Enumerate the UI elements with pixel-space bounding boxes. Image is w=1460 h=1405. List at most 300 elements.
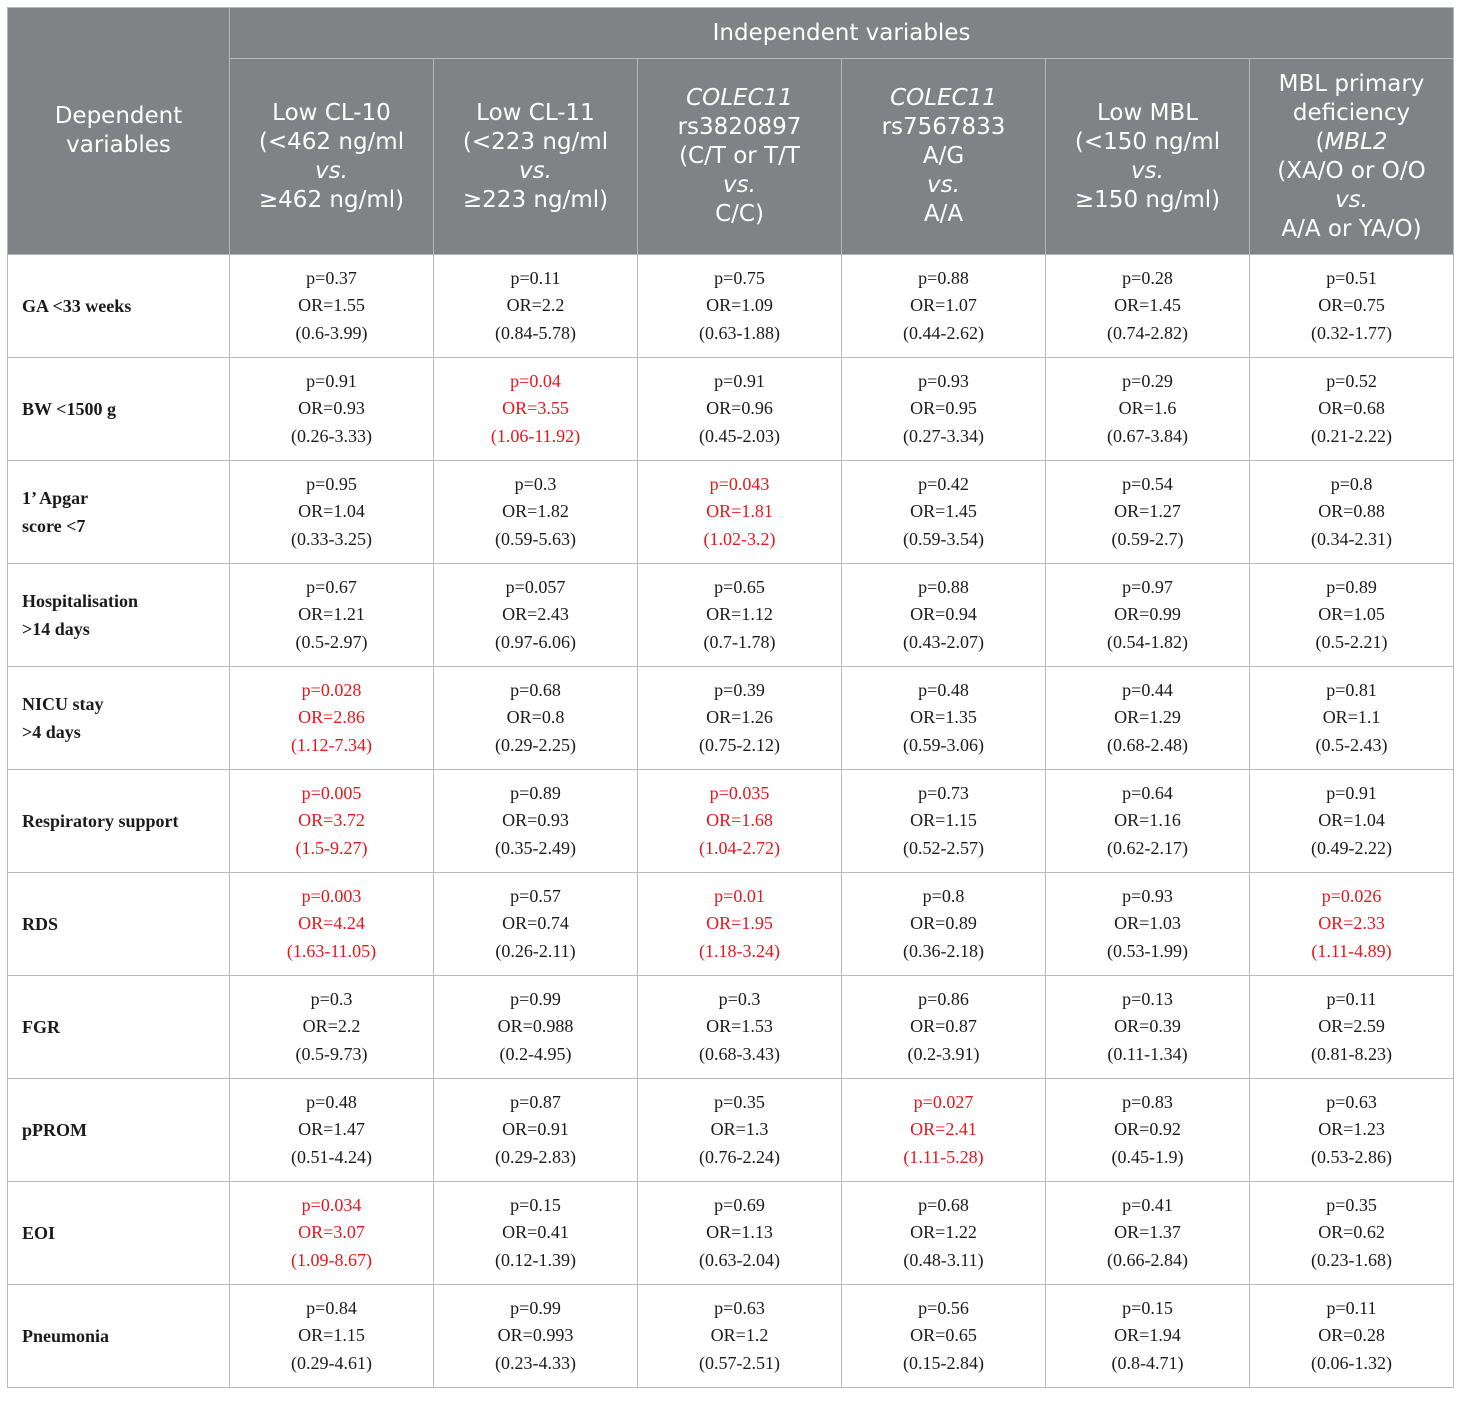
p-value: p=0.8 [1330,473,1373,494]
result-cell [638,255,842,358]
column-header-line: ≥223 ng/ml) [462,186,609,213]
result-cell [230,976,434,1079]
p-value: p=0.63 [1326,1091,1377,1112]
p-value: p=0.51 [1326,267,1377,288]
dependent-variable-label: Pneumonia [22,1326,110,1346]
column-header-line: A/A or YA/O) [1281,215,1422,242]
odds-ratio: OR=1.21 [298,604,365,625]
odds-ratio: OR=3.55 [502,398,569,419]
confidence-interval: (0.53-1.99) [1107,940,1188,961]
odds-ratio: OR=0.62 [1318,1222,1385,1243]
column-header-line: (<462 ng/ml [258,128,405,155]
odds-ratio: OR=0.993 [497,1325,574,1346]
result-cell [1046,358,1250,461]
p-value: p=0.69 [714,1194,765,1215]
confidence-interval: (0.5-2.97) [295,631,368,652]
dependent-variable-cell [8,667,230,770]
column-header [1046,59,1250,255]
p-value: p=0.65 [714,576,765,597]
result-cell [842,1285,1046,1388]
confidence-interval: (0.29-4.61) [291,1352,372,1373]
p-value: p=0.043 [709,473,770,494]
confidence-interval: (0.81-8.23) [1311,1043,1392,1064]
dependent-variable-label: pPROM [22,1120,87,1140]
p-value: p=0.37 [306,267,357,288]
p-value: p=0.63 [714,1297,765,1318]
result-cell [1046,873,1250,976]
odds-ratio: OR=0.68 [1318,398,1385,419]
confidence-interval: (1.18-3.24) [699,940,780,961]
column-header-line: vs. [1131,157,1164,184]
result-cell [638,1285,842,1388]
dependent-variable-label: BW <1500 g [22,399,116,419]
p-value: p=0.35 [1326,1194,1377,1215]
confidence-interval: (0.54-1.82) [1107,631,1188,652]
column-header-line: vs. [315,157,348,184]
result-cell [1046,255,1250,358]
confidence-interval: (0.74-2.82) [1107,322,1188,343]
confidence-interval: (0.34-2.31) [1311,528,1392,549]
result-cell [1250,976,1454,1079]
result-cell [1046,667,1250,770]
confidence-interval: (0.33-3.25) [291,528,372,549]
p-value: p=0.034 [301,1194,362,1215]
p-value: p=0.89 [510,782,561,803]
results-table [7,7,1454,1388]
p-value: p=0.11 [1326,1297,1377,1318]
p-value: p=0.39 [714,679,765,700]
column-header [230,59,434,255]
p-value: p=0.04 [510,370,561,391]
p-value: p=0.91 [714,370,765,391]
dependent-variable-label: GA <33 weeks [22,296,132,316]
p-value: p=0.3 [514,473,557,494]
p-value: p=0.89 [1326,576,1377,597]
odds-ratio: OR=1.26 [706,707,773,728]
p-value: p=0.15 [1122,1297,1173,1318]
confidence-interval: (0.5-2.21) [1315,631,1388,652]
confidence-interval: (1.63-11.05) [286,940,377,961]
odds-ratio: OR=1.45 [910,501,977,522]
result-cell [230,358,434,461]
odds-ratio: OR=4.24 [298,913,365,934]
confidence-interval: (0.35-2.49) [495,837,576,858]
table-header [8,8,1454,255]
result-cell [1046,461,1250,564]
p-value: p=0.035 [709,782,770,803]
dependent-variable-label: >14 days [22,619,90,639]
result-cell [434,873,638,976]
p-value: p=0.91 [1326,782,1377,803]
odds-ratio: OR=1.55 [298,295,365,316]
column-header-line: (C/T or T/T [679,143,800,169]
column-header-line: (<150 ng/ml [1074,128,1221,155]
confidence-interval: (0.32-1.77) [1311,322,1392,343]
column-header-line: COLEC11 [890,85,997,111]
odds-ratio: OR=0.39 [1114,1016,1181,1037]
odds-ratio: OR=1.16 [1114,810,1181,831]
confidence-interval: (0.49-2.22) [1311,837,1392,858]
odds-ratio: OR=1.23 [1318,1119,1385,1140]
odds-ratio: OR=0.99 [1114,604,1181,625]
result-cell [1046,770,1250,873]
odds-ratio: OR=0.94 [910,604,977,625]
dependent-variable-cell [8,770,230,873]
odds-ratio: OR=1.81 [706,501,773,522]
p-value: p=0.88 [918,576,969,597]
p-value: p=0.48 [918,679,969,700]
p-value: p=0.3 [718,988,761,1009]
confidence-interval: (0.11-1.34) [1107,1043,1188,1064]
dependent-header-line: Dependent [54,103,183,129]
independent-variables-header: Independent variables [230,8,1454,59]
result-cell [1046,1182,1250,1285]
header-row-top [8,8,1454,59]
column-header-line: (<223 ng/ml [462,128,609,155]
result-cell [1250,1182,1454,1285]
odds-ratio: OR=1.09 [706,295,773,316]
column-header-line: vs. [1335,186,1368,213]
p-value: p=0.01 [714,885,765,906]
dependent-variable-label: 1’ Apgar [22,488,89,508]
p-value: p=0.027 [913,1091,974,1112]
p-value: p=0.57 [510,885,561,906]
table-row [8,461,1454,564]
column-header-line: Low MBL [1096,99,1199,126]
p-value: p=0.99 [510,988,561,1009]
column-header-line: vs. [927,172,960,198]
odds-ratio: OR=1.95 [706,913,773,934]
odds-ratio: OR=0.87 [910,1016,977,1037]
confidence-interval: (0.7-1.78) [703,631,776,652]
dependent-variable-cell [8,461,230,564]
p-value: p=0.11 [1326,988,1377,1009]
odds-ratio: OR=0.95 [910,398,977,419]
dependent-variable-cell [8,1182,230,1285]
result-cell [1250,564,1454,667]
p-value: p=0.93 [918,370,969,391]
p-value: p=0.41 [1122,1194,1173,1215]
result-cell [230,255,434,358]
confidence-interval: (0.5-9.73) [295,1043,368,1064]
p-value: p=0.11 [510,267,561,288]
confidence-interval: (0.76-2.24) [699,1146,780,1167]
result-cell [842,358,1046,461]
result-cell [1250,1285,1454,1388]
paren: ( [1315,128,1325,155]
odds-ratio: OR=2.86 [298,707,365,728]
result-cell [1046,564,1250,667]
confidence-interval: (1.11-4.89) [1311,940,1392,961]
odds-ratio: OR=1.03 [1114,913,1181,934]
odds-ratio: OR=0.93 [502,810,569,831]
confidence-interval: (0.45-1.9) [1111,1146,1184,1167]
confidence-interval: (0.59-5.63) [495,528,576,549]
p-value: p=0.86 [918,988,969,1009]
result-cell [1250,667,1454,770]
result-cell [842,976,1046,1079]
column-header-line: vs. [723,172,756,198]
confidence-interval: (0.43-2.07) [903,631,984,652]
dependent-variable-label: EOI [22,1223,56,1243]
p-value: p=0.56 [918,1297,969,1318]
table-row [8,1285,1454,1388]
column-header-line: deficiency [1292,99,1411,126]
result-cell [230,1079,434,1182]
result-cell [638,1079,842,1182]
result-cell [434,564,638,667]
p-value: p=0.83 [1122,1091,1173,1112]
odds-ratio: OR=2.33 [1318,913,1385,934]
p-value: p=0.99 [510,1297,561,1318]
table-body [8,255,1454,1388]
odds-ratio: OR=1.68 [706,810,773,831]
odds-ratio: OR=0.93 [298,398,365,419]
confidence-interval: (1.02-3.2) [703,528,776,549]
result-cell [230,667,434,770]
column-header [842,59,1046,255]
confidence-interval: (0.59-3.06) [903,734,984,755]
confidence-interval: (0.15-2.84) [903,1352,984,1373]
confidence-interval: (0.68-3.43) [699,1043,780,1064]
column-header-line: COLEC11 [686,85,793,111]
dependent-variable-label: score <7 [22,516,86,536]
odds-ratio: OR=1.27 [1114,501,1181,522]
result-cell [230,1285,434,1388]
table-row [8,667,1454,770]
odds-ratio: OR=2.59 [1318,1016,1385,1037]
table-row [8,770,1454,873]
dependent-variable-cell [8,1079,230,1182]
column-header-line [1256,128,1447,157]
column-header-line: rs3820897 [677,114,802,140]
confidence-interval: (0.59-2.7) [1111,528,1184,549]
odds-ratio: OR=0.91 [502,1119,569,1140]
result-cell [842,1182,1046,1285]
p-value: p=0.29 [1122,370,1173,391]
confidence-interval: (1.11-5.28) [903,1146,984,1167]
confidence-interval: (0.21-2.22) [1311,425,1392,446]
odds-ratio: OR=0.74 [502,913,569,934]
p-value: p=0.15 [510,1194,561,1215]
result-cell [638,770,842,873]
odds-ratio: OR=0.88 [1318,501,1385,522]
p-value: p=0.75 [714,267,765,288]
p-value: p=0.003 [301,885,362,906]
dependent-variable-label: FGR [22,1017,60,1037]
confidence-interval: (0.2-3.91) [907,1043,980,1064]
confidence-interval: (0.8-4.71) [1111,1352,1184,1373]
odds-ratio: OR=1.04 [1318,810,1385,831]
confidence-interval: (0.62-2.17) [1107,837,1188,858]
result-cell [434,1079,638,1182]
confidence-interval: (0.26-2.11) [495,940,576,961]
odds-ratio: OR=1.1 [1322,707,1381,728]
odds-ratio: OR=2.43 [502,604,569,625]
confidence-interval: (0.29-2.25) [495,734,576,755]
p-value: p=0.68 [918,1194,969,1215]
result-cell [434,255,638,358]
confidence-interval: (0.45-2.03) [699,425,780,446]
gene-name: MBL2 [1324,128,1388,155]
p-value: p=0.28 [1122,267,1173,288]
dependent-variable-cell [8,255,230,358]
dependent-variable-cell [8,1285,230,1388]
confidence-interval: (0.57-2.51) [699,1352,780,1373]
confidence-interval: (0.26-3.33) [291,425,372,446]
odds-ratio: OR=1.37 [1114,1222,1181,1243]
confidence-interval: (0.5-2.43) [1315,734,1388,755]
p-value: p=0.91 [306,370,357,391]
odds-ratio: OR=0.75 [1318,295,1385,316]
result-cell [1250,1079,1454,1182]
result-cell [230,564,434,667]
table-row [8,255,1454,358]
confidence-interval: (0.06-1.32) [1311,1352,1392,1373]
p-value: p=0.95 [306,473,357,494]
p-value: p=0.81 [1326,679,1377,700]
result-cell [1250,255,1454,358]
result-cell [434,1182,638,1285]
p-value: p=0.8 [922,885,965,906]
odds-ratio: OR=1.82 [502,501,569,522]
table-row [8,564,1454,667]
result-cell [638,564,842,667]
table-row [8,873,1454,976]
table-row [8,1182,1454,1285]
odds-ratio: OR=2.2 [302,1016,361,1037]
odds-ratio: OR=3.72 [298,810,365,831]
confidence-interval: (0.23-4.33) [495,1352,576,1373]
column-header-line: MBL primary [1278,70,1425,97]
p-value: p=0.028 [301,679,362,700]
result-cell [1046,1079,1250,1182]
result-cell [230,873,434,976]
odds-ratio: OR=1.05 [1318,604,1385,625]
dependent-variable-cell [8,358,230,461]
result-cell [638,1182,842,1285]
dependent-header-line: variables [66,132,171,158]
p-value: p=0.88 [918,267,969,288]
p-value: p=0.057 [505,576,566,597]
odds-ratio: OR=0.988 [497,1016,574,1037]
odds-ratio: OR=1.2 [710,1325,769,1346]
confidence-interval: (0.48-3.11) [903,1249,984,1270]
table-row [8,976,1454,1079]
p-value: p=0.67 [306,576,357,597]
dependent-variable-label: NICU stay [22,694,104,714]
confidence-interval: (0.53-2.86) [1311,1146,1392,1167]
table-row [8,358,1454,461]
odds-ratio: OR=2.41 [910,1119,977,1140]
column-header-line: Low CL-11 [476,99,595,126]
dependent-variable-cell [8,873,230,976]
column-header-line: ≥462 ng/ml) [258,186,405,213]
p-value: p=0.48 [306,1091,357,1112]
column-header-line: ≥150 ng/ml) [1074,186,1221,213]
result-cell [842,770,1046,873]
confidence-interval: (0.44-2.62) [903,322,984,343]
result-cell [1250,358,1454,461]
confidence-interval: (1.5-9.27) [295,837,368,858]
odds-ratio: OR=1.3 [710,1119,769,1140]
dependent-variables-header [8,8,230,255]
odds-ratio: OR=1.6 [1118,398,1177,419]
confidence-interval: (0.63-1.88) [699,322,780,343]
result-cell [230,770,434,873]
confidence-interval: (0.2-4.95) [499,1043,572,1064]
column-header-line: rs7567833 [881,114,1006,140]
odds-ratio: OR=1.12 [706,604,773,625]
result-cell [1250,770,1454,873]
odds-ratio: OR=1.47 [298,1119,365,1140]
confidence-interval: (0.75-2.12) [699,734,780,755]
odds-ratio: OR=0.28 [1318,1325,1385,1346]
dependent-variable-label: Respiratory support [22,811,179,831]
result-cell [1046,1285,1250,1388]
result-cell [434,976,638,1079]
odds-ratio: OR=1.94 [1114,1325,1181,1346]
confidence-interval: (0.84-5.78) [495,322,576,343]
odds-ratio: OR=0.92 [1114,1119,1181,1140]
result-cell [638,358,842,461]
column-header-line: A/A [923,201,964,227]
column-header [434,59,638,255]
odds-ratio: OR=0.96 [706,398,773,419]
column-header-line: C/C) [715,201,764,227]
result-cell [638,461,842,564]
odds-ratio: OR=3.07 [298,1222,365,1243]
p-value: p=0.13 [1122,988,1173,1009]
result-cell [842,1079,1046,1182]
confidence-interval: (0.12-1.39) [495,1249,576,1270]
p-value: p=0.42 [918,473,969,494]
confidence-interval: (0.36-2.18) [903,940,984,961]
result-cell [1250,873,1454,976]
p-value: p=0.3 [310,988,353,1009]
confidence-interval: (1.06-11.92) [490,425,581,446]
confidence-interval: (0.23-1.68) [1311,1249,1392,1270]
column-header [638,59,842,255]
dependent-variable-label: Hospitalisation [22,591,139,611]
odds-ratio: OR=1.35 [910,707,977,728]
confidence-interval: (0.52-2.57) [903,837,984,858]
column-header-line: A/G [922,143,965,169]
result-cell [1046,976,1250,1079]
p-value: p=0.68 [510,679,561,700]
confidence-interval: (0.68-2.48) [1107,734,1188,755]
odds-ratio: OR=1.15 [298,1325,365,1346]
table-row [8,1079,1454,1182]
result-cell [842,461,1046,564]
odds-ratio: OR=0.89 [910,913,977,934]
dependent-variable-cell [8,564,230,667]
confidence-interval: (0.6-3.99) [295,322,368,343]
odds-ratio: OR=1.04 [298,501,365,522]
result-cell [434,770,638,873]
result-cell [842,255,1046,358]
p-value: p=0.52 [1326,370,1377,391]
p-value: p=0.64 [1122,782,1173,803]
dependent-variable-label: RDS [22,914,59,934]
odds-ratio: OR=0.41 [502,1222,569,1243]
odds-ratio: OR=1.15 [910,810,977,831]
p-value: p=0.026 [1321,885,1382,906]
result-cell [842,667,1046,770]
confidence-interval: (0.63-2.04) [699,1249,780,1270]
p-value: p=0.93 [1122,885,1173,906]
result-cell [434,1285,638,1388]
